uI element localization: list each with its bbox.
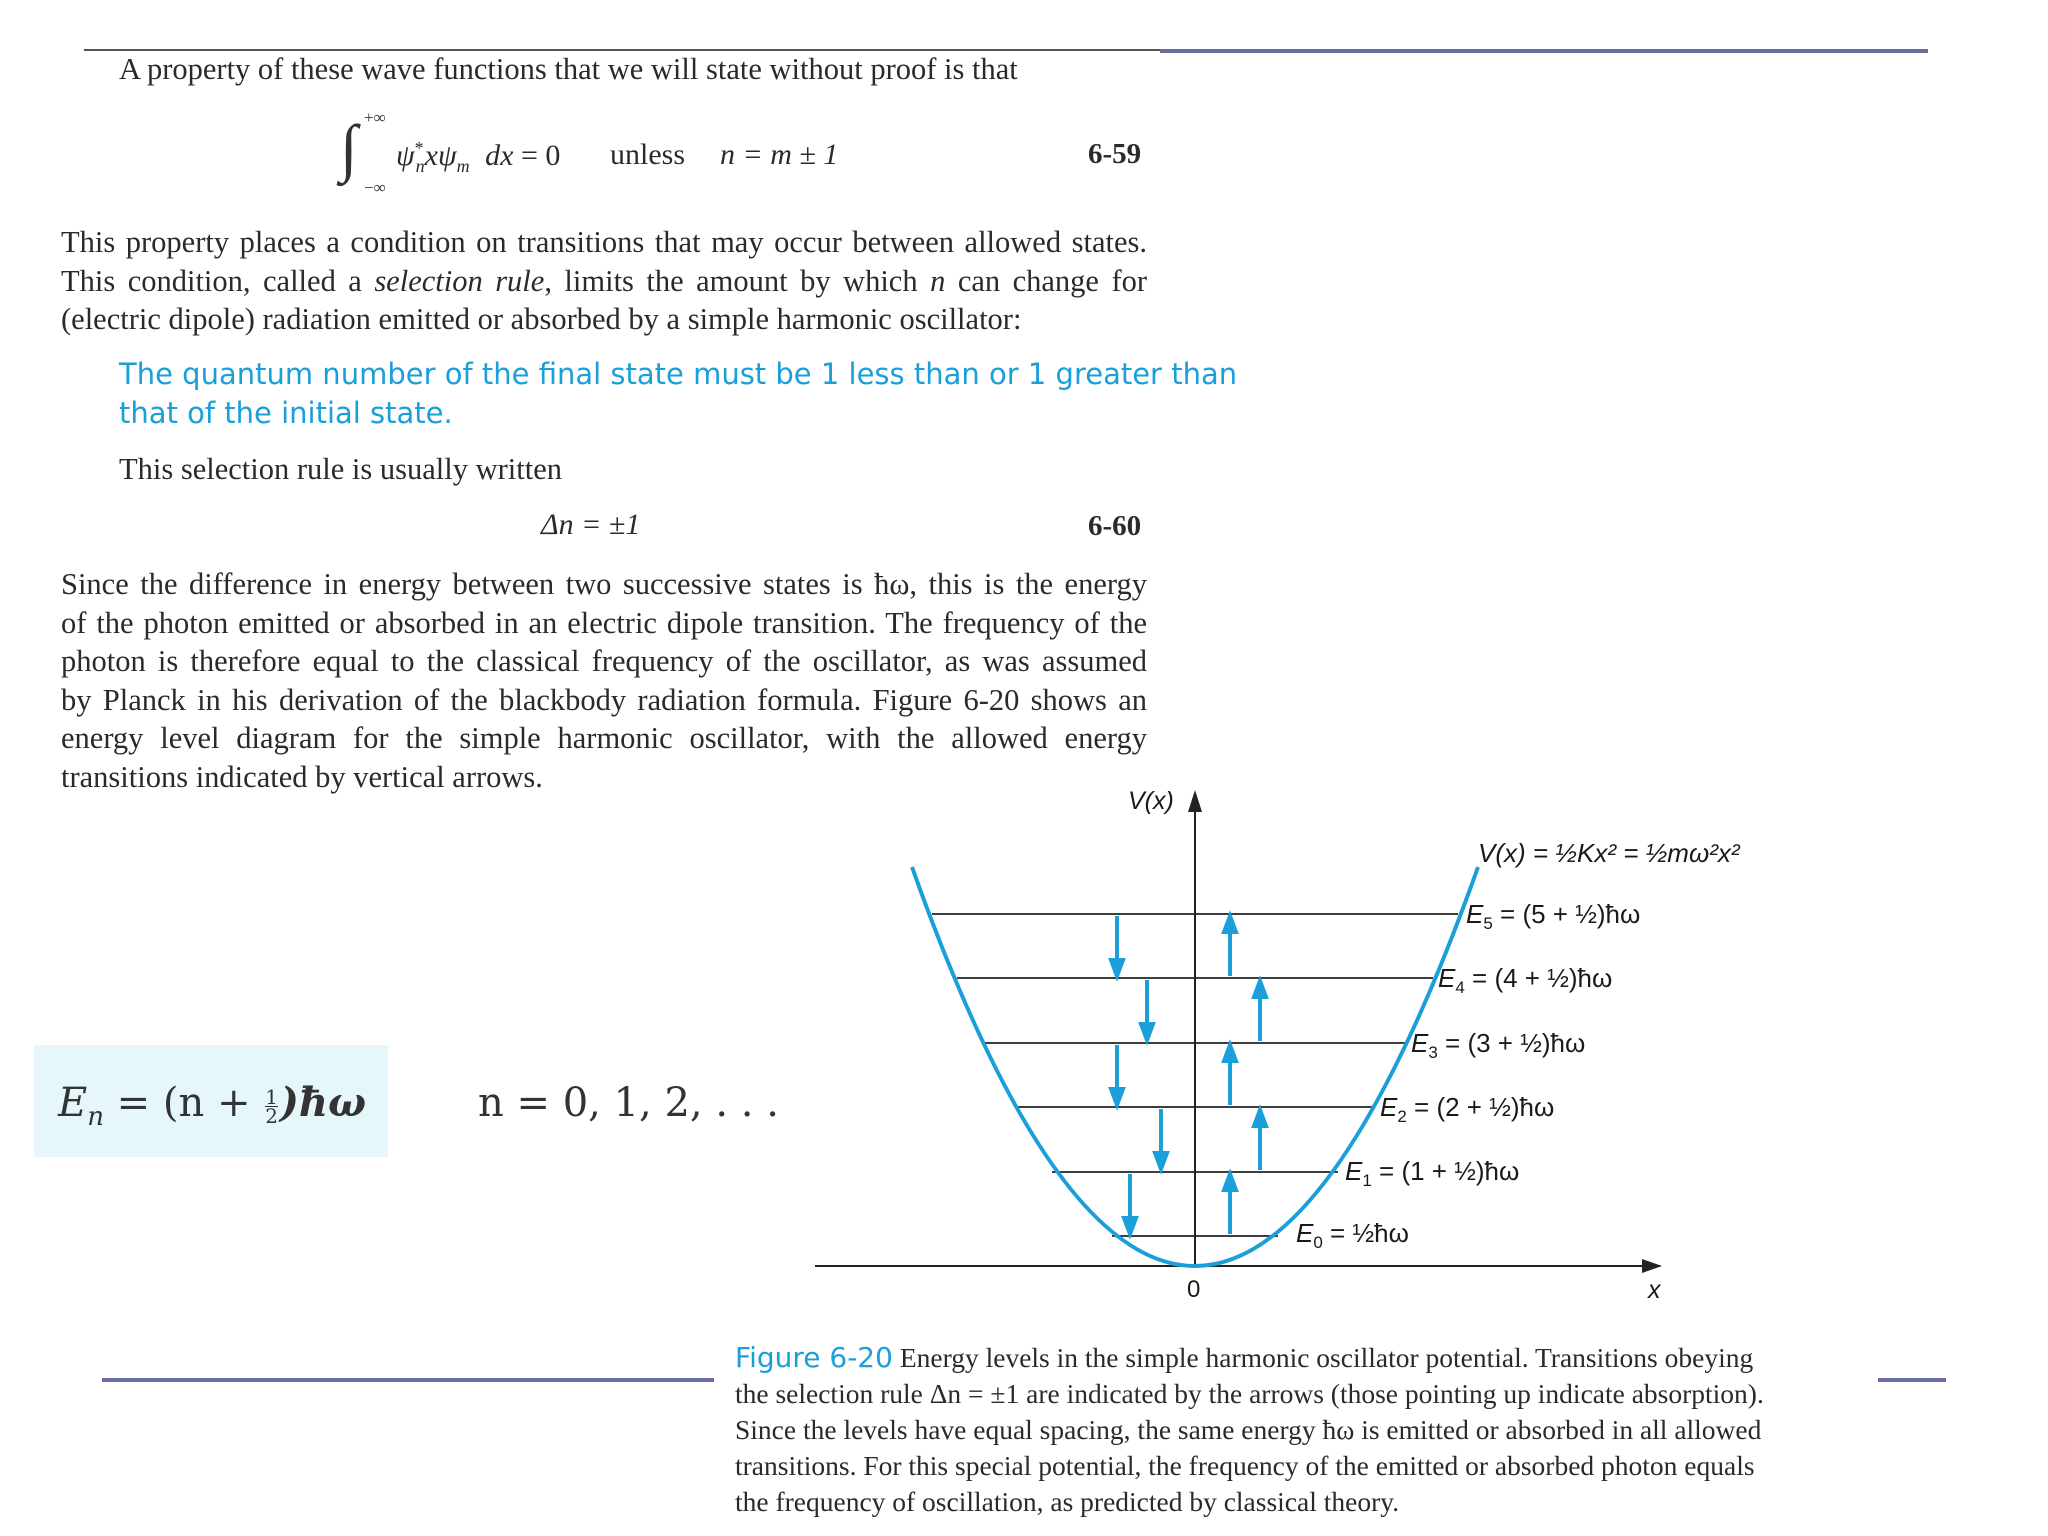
equation-number-6-59: 6-59 (1088, 138, 1142, 170)
absorption-arrow-0-1 (1224, 1174, 1236, 1234)
y-axis-arrowhead (1188, 790, 1202, 812)
highlighted-rule: The quantum number of the final state must be 1 less than or 1 greater than that of the initial state. (119, 357, 1238, 430)
emission-arrow-3-2 (1111, 1045, 1123, 1105)
level-label-4: $E_4 = (4$ + ½)ħω (1438, 963, 1613, 998)
integrand: $\psi^*_nx\psi_m$ dx = 0 (396, 138, 561, 176)
emission-arrow-1-0 (1124, 1174, 1136, 1234)
absorption-arrow-4-5 (1224, 916, 1236, 976)
caption-line-5: the frequency of oscillation, as predicted by classical theory. (735, 1486, 1400, 1517)
rule-intro-text: This selection rule is usually written (119, 452, 563, 486)
integral-sign: ∫ (340, 112, 358, 183)
caption-line-3: Since the levels have equal spacing, the same energy ħω is emitted or absorbed in all allowed (735, 1414, 1762, 1445)
potential-label: V(x) = ½Kx² = ½mω²x² (1478, 838, 1740, 868)
caption-figure-label: Figure 6-20 (735, 1341, 893, 1374)
level-label-0: $E_0$ = ½ħω (1296, 1218, 1409, 1253)
integral-lower-limit: −∞ (364, 178, 386, 197)
emission-arrow-5-4 (1111, 916, 1123, 976)
equation-number-6-60: 6-60 (1088, 510, 1142, 542)
caption-line-4: transitions. For this special potential, the frequency of the emitted or absorbed photon equals (735, 1450, 1755, 1481)
energy-formula: $E_n = (n$ + $\frac{1}{2}$ )ħω (58, 1079, 367, 1132)
paragraph-line-2: This condition, called a selection rule, limits the amount by which n can change for (61, 263, 1148, 298)
x-axis-arrowhead (1642, 1259, 1662, 1273)
paragraph-selection-rule: This property places a condition on transitions that may occur between allowed states. This condition, called a selection rule, limits the amount by which n can change for (electric dipole) radiation emitted or absorbed by a simple harmonic oscillator: (61, 225, 1148, 336)
unless-word: unless (610, 138, 685, 171)
absorption-arrow-2-3 (1224, 1045, 1236, 1105)
transition-arrows (1111, 916, 1266, 1234)
caption-line-1: Figure 6-20 Energy levels in the simple harmonic oscillator potential. Transitions obeying (735, 1341, 1754, 1374)
n-values: n = 0, 1, 2, . . . (478, 1080, 779, 1126)
figure-caption (735, 1340, 1855, 1520)
level-label-3: $E_3 = (3$ + ½)ħω (1411, 1028, 1586, 1063)
absorption-arrow-1-2 (1254, 1110, 1266, 1170)
selection-condition: n = m ± 1 (720, 138, 839, 171)
paragraph-photon-energy: Since the difference in energy between two successive states is ħω, this is the energy of the photon emitted or absorbed in an electric dipole transition. The frequency of the photon is therefore equal to the classical frequency of the oscillator, as was assumed by Planck in his derivation of the blackbody radiation formula. Figure 6-20 shows an energy level diagram for the simple harmonic oscillator, with the allowed energy transitions indicated by vertical arrows. (61, 567, 1147, 794)
x-axis-label: x (1648, 1276, 1661, 1304)
emission-arrow-2-1 (1155, 1109, 1167, 1169)
integral-upper-limit: +∞ (364, 108, 386, 127)
absorption-arrow-3-4 (1254, 981, 1266, 1041)
level-label-2: $E_2 = (2$ + ½)ħω (1380, 1092, 1555, 1127)
equation-6-60: Δn = ±1 (541, 508, 641, 541)
intro-text: A property of these wave functions that we will state without proof is that (119, 52, 1018, 86)
caption-line-2: the selection rule Δn = ±1 are indicated by the arrows (those pointing up indicate absorption). (735, 1378, 1764, 1409)
emission-arrow-4-3 (1141, 980, 1153, 1040)
level-label-5: $E_5 = (5$ + ½)ħω (1466, 899, 1641, 934)
origin-label: 0 (1187, 1276, 1201, 1303)
level-label-1: $E_1 = (1$ + ½)ħω (1345, 1156, 1520, 1191)
y-axis-label: V(x) (1128, 787, 1174, 815)
